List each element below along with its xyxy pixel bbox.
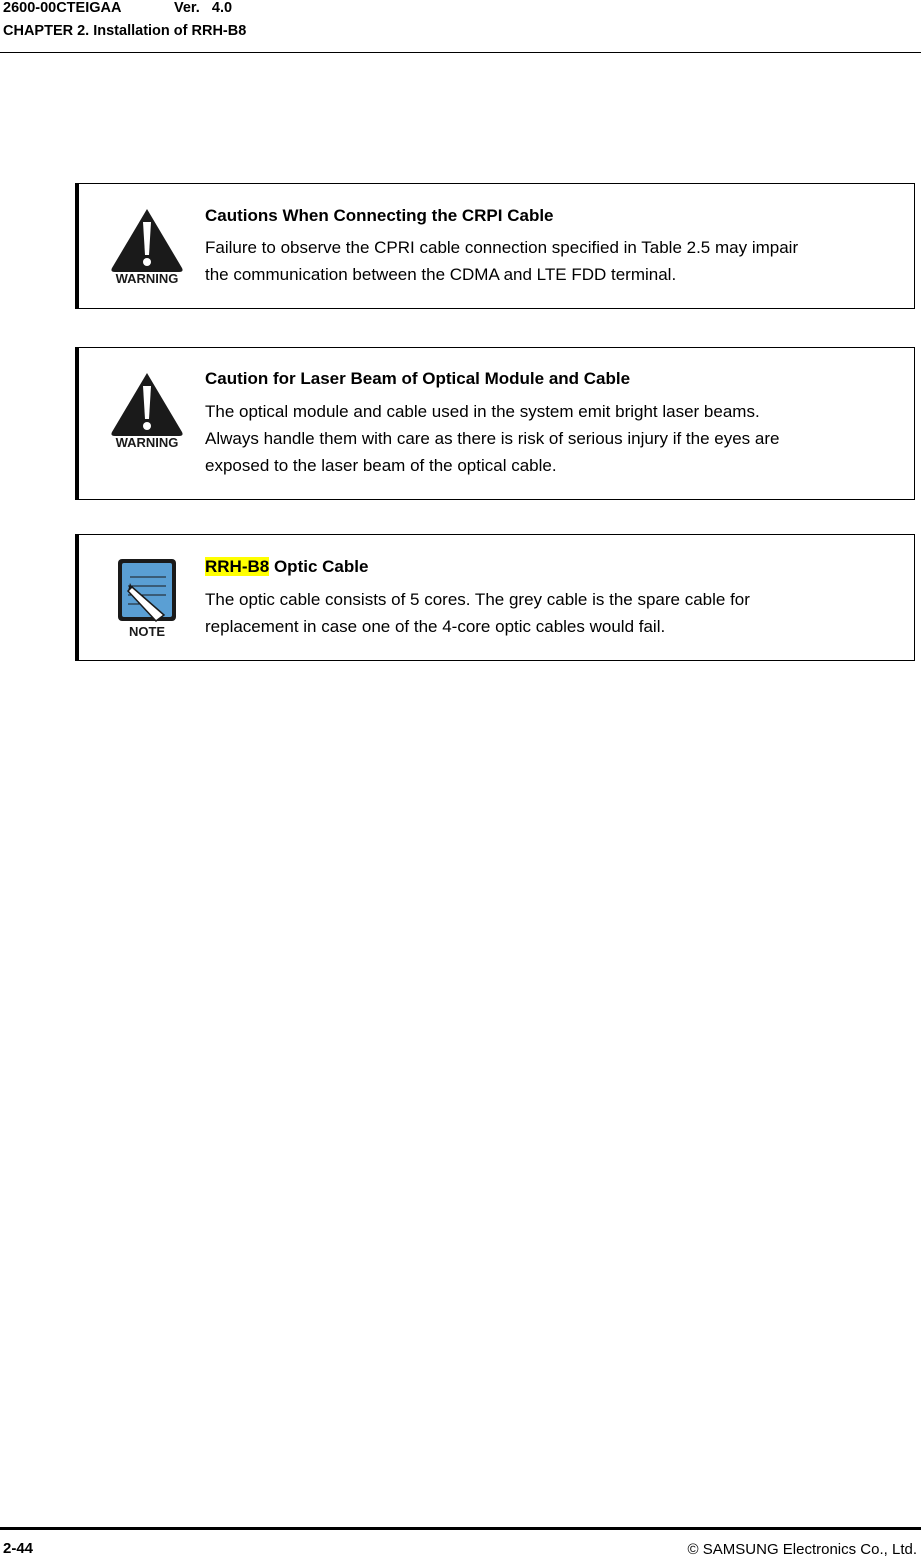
- notice-body-line: Failure to observe the CPRI cable connection specified in Table 2.5 may impair: [205, 238, 799, 257]
- highlighted-term: RRH-B8: [205, 557, 270, 576]
- warning-icon: [108, 370, 186, 448]
- note-box-optic-cable: [75, 534, 915, 661]
- notice-title: Cautions When Connecting the CRPI Cable: [205, 206, 554, 225]
- warning-box-crpi: [75, 183, 915, 309]
- notice-body-line: Always handle them with care as there is risk of serious injury if the eyes are: [205, 429, 780, 448]
- notice-title: Caution for Laser Beam of Optical Module and Cable: [205, 369, 631, 388]
- warning-icon: [108, 206, 186, 284]
- chapter-title: CHAPTER 2. Installation of RRH-B8: [3, 23, 247, 39]
- page-number: 2-44: [3, 1540, 34, 1557]
- copyright: © SAMSUNG Electronics Co., Ltd.: [687, 1541, 917, 1558]
- note-icon: [108, 557, 186, 639]
- notice-body: [205, 234, 885, 288]
- warning-icon-label: WARNING: [115, 271, 179, 284]
- notice-body-line: replacement in case one of the 4-core optic cables would fail.: [205, 617, 666, 636]
- doc-version: Ver. 4.0: [174, 0, 233, 16]
- header-doc-line: [3, 0, 233, 16]
- notice-title-rest: Optic Cable: [269, 557, 369, 576]
- notice-body-line: the communication between the CDMA and LTE FDD terminal.: [205, 265, 677, 284]
- note-icon-label: NOTE: [128, 624, 166, 639]
- notice-body: [205, 586, 885, 640]
- warning-icon-label: WARNING: [115, 435, 179, 448]
- notice-body: [205, 398, 885, 479]
- notice-body-line: The optic cable consists of 5 cores. The grey cable is the spare cable for: [205, 590, 750, 609]
- doc-code: 2600-00CTEIGAA: [3, 0, 122, 16]
- footer-divider: [0, 1527, 921, 1530]
- warning-box-laser: [75, 347, 915, 500]
- notice-body-line: exposed to the laser beam of the optical cable.: [205, 456, 557, 475]
- header-divider: [0, 52, 921, 53]
- notice-title: [205, 557, 368, 577]
- notice-body-line: The optical module and cable used in the system emit bright laser beams.: [205, 402, 760, 421]
